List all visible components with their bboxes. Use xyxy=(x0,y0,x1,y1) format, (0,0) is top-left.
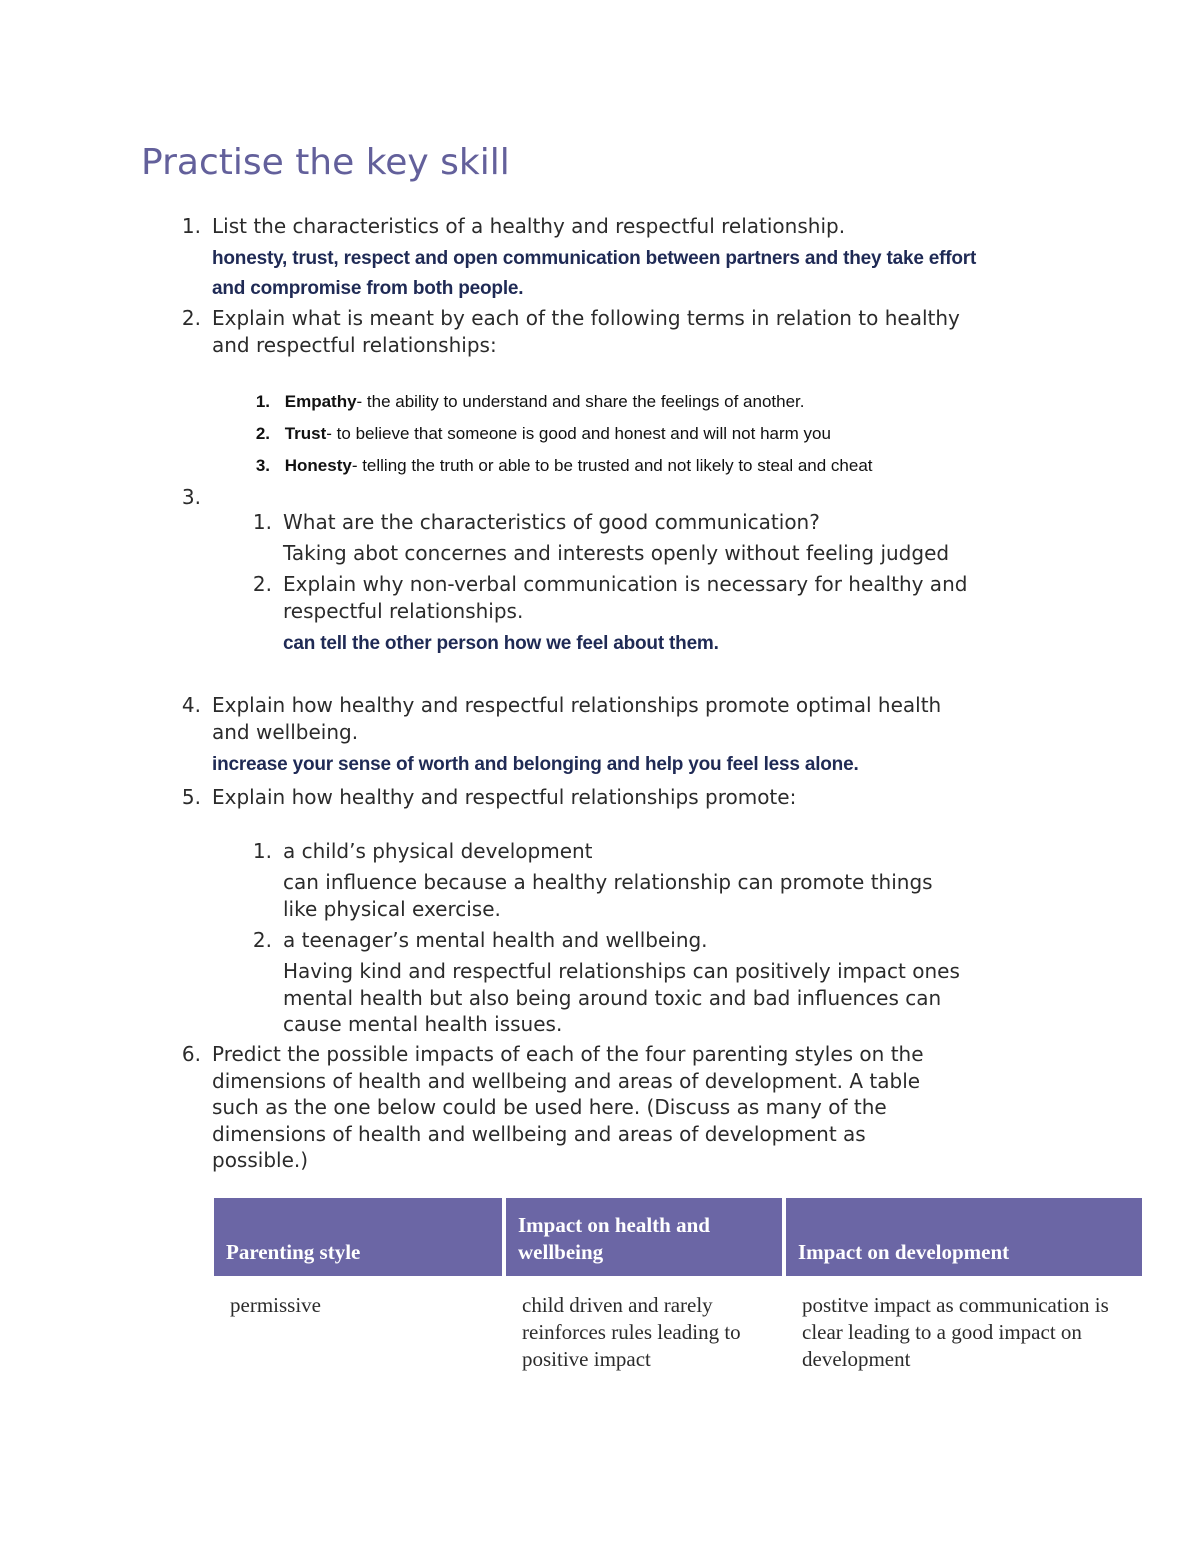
cell-impact-health: child driven and rarely reinforces rules leading to positive impact xyxy=(522,1293,741,1371)
sub-question-number: 1. xyxy=(252,839,272,863)
cell-impact-development: postitve impact as communication is clear leading to a good impact on development xyxy=(802,1293,1109,1371)
term-name: Trust xyxy=(284,424,327,443)
question-text-line: Explain what is meant by each of the following terms in relation to healthy xyxy=(212,306,960,330)
table-row xyxy=(214,1276,1142,1373)
question-number: 6. xyxy=(181,1042,201,1066)
header-impact-health: Impact on health and wellbeing xyxy=(506,1198,782,1276)
question-number: 2. xyxy=(181,306,201,330)
answer-4: increase your sense of worth and belonging and help you feel less alone. xyxy=(212,754,859,775)
sub-question-text-line: Explain why non-verbal communication is necessary for healthy and xyxy=(283,572,968,596)
answer-5-1 xyxy=(283,869,933,922)
question-text-line: and respectful relationships: xyxy=(212,332,497,357)
answer-line: Having kind and respectful relationships can positively impact ones xyxy=(283,959,960,983)
answer-line: cause mental health issues. xyxy=(283,1012,563,1036)
answer-line: like physical exercise. xyxy=(283,896,501,921)
term-list xyxy=(240,386,873,482)
sub-question-text: a child’s physical development xyxy=(283,839,593,863)
sub-question-text: What are the characteristics of good communication? xyxy=(283,510,820,534)
parenting-styles-table xyxy=(210,1198,1146,1373)
sub-question-text-line: respectful relationships. xyxy=(283,598,524,623)
question-text-line: dimensions of health and wellbeing and areas of development as xyxy=(212,1121,866,1146)
sub-question-number: 2. xyxy=(252,572,272,596)
term-definition: - the ability to understand and share the feelings of another. xyxy=(356,392,805,411)
term-definition: - telling the truth or able to be trusted and not likely to steal and cheat xyxy=(351,456,873,475)
question-number: 5. xyxy=(181,785,201,809)
question-number: 3. xyxy=(181,485,201,509)
question-text-line: Explain how healthy and respectful relationships promote optimal health xyxy=(212,693,942,717)
answer-line: honesty, trust, respect and open communication between partners and they take effort xyxy=(212,248,977,269)
term-name: Honesty xyxy=(284,456,352,475)
answer-3-2: can tell the other person how we feel about them. xyxy=(283,633,719,654)
answer-line: and compromise from both people. xyxy=(212,278,524,299)
sub-question-text: a teenager’s mental health and wellbeing. xyxy=(283,928,708,952)
term-name: Empathy xyxy=(284,392,357,411)
sub-question-number: 2. xyxy=(252,928,272,952)
term-definition: - to believe that someone is good and honest and will not harm you xyxy=(326,424,831,443)
answer-1 xyxy=(212,244,976,304)
answer-line: mental health but also being around toxic and bad influences can xyxy=(283,985,942,1010)
question-text: List the characteristics of a healthy and respectful relationship. xyxy=(212,214,846,238)
question-text-line: Predict the possible impacts of each of the four parenting styles on the xyxy=(212,1042,924,1066)
question-number: 4. xyxy=(181,693,201,717)
question-text-line: possible.) xyxy=(212,1148,309,1172)
question-text-line: and wellbeing. xyxy=(212,719,359,744)
table-header-row xyxy=(214,1198,1142,1276)
answer-line: can influence because a healthy relationship can promote things xyxy=(283,870,933,894)
question-text-line: such as the one below could be used here. (Discuss as many of the xyxy=(212,1095,887,1119)
header-parenting-style: Parenting style xyxy=(214,1198,502,1276)
term-item-empathy: 1. Empathy- the ability to understand and share the feelings of another. xyxy=(255,392,805,411)
question-text-line: dimensions of health and wellbeing and areas of development. A table xyxy=(212,1068,921,1093)
page-title: Practise the key skill xyxy=(141,142,510,183)
answer-5-2 xyxy=(283,958,960,1038)
cell-parenting-style: permissive xyxy=(230,1293,321,1317)
header-impact-development: Impact on development xyxy=(786,1198,1142,1276)
question-text: Explain how healthy and respectful relationships promote: xyxy=(212,785,797,809)
answer-3-1: Taking abot concernes and interests openly without feeling judged xyxy=(283,541,950,565)
question-number: 1. xyxy=(181,214,201,238)
sub-question-number: 1. xyxy=(252,510,272,534)
term-item-trust: 2. Trust- to believe that someone is good and honest and will not harm you xyxy=(255,424,831,443)
term-item-honesty: 3. Honesty- telling the truth or able to be trusted and not likely to steal and cheat xyxy=(255,456,873,475)
